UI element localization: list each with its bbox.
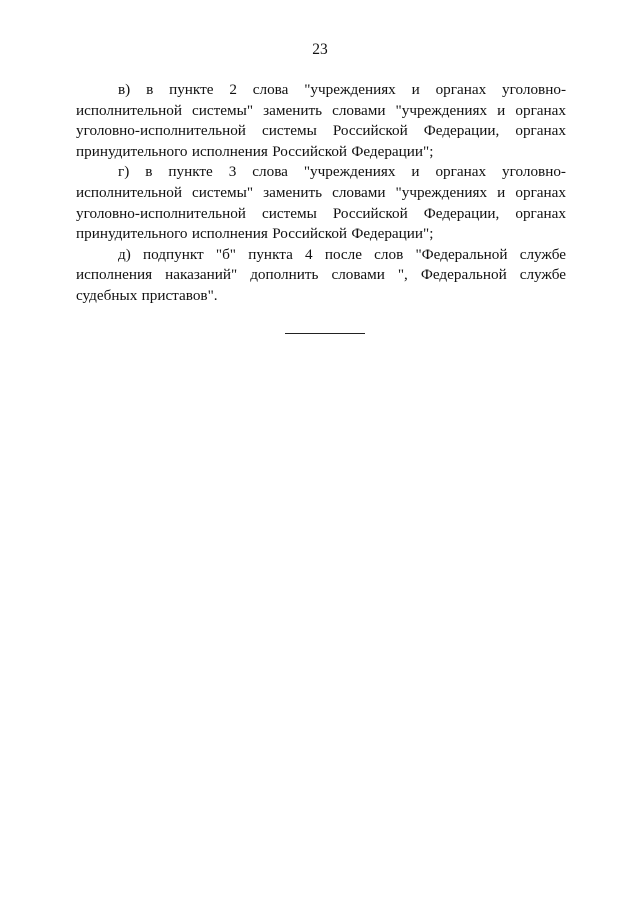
paragraph-d: д) подпункт "б" пункта 4 после слов "Федеральной службе исполнения наказаний" дополнить словами ", Федеральной службе судебных приставов".	[76, 245, 566, 304]
end-separator-line	[285, 333, 365, 334]
paragraph-v: в) в пункте 2 слова "учреждениях и органах уголовно-исполнительной системы" заменить словами "учреждениях и органах уголовно-исполнительной системы Российской Федерации, органах принудительного исполнения Российской Федерации";	[76, 81, 566, 160]
paragraph-g: г) в пункте 3 слова "учреждениях и органах уголовно-исполнительной системы" заменить словами "учреждениях и органах уголовно-исполнительной системы Российской Федерации, органах принудительного исполнения Российской Федерации";	[76, 163, 566, 243]
page-number: 23	[312, 41, 328, 58]
document-body	[76, 80, 566, 307]
